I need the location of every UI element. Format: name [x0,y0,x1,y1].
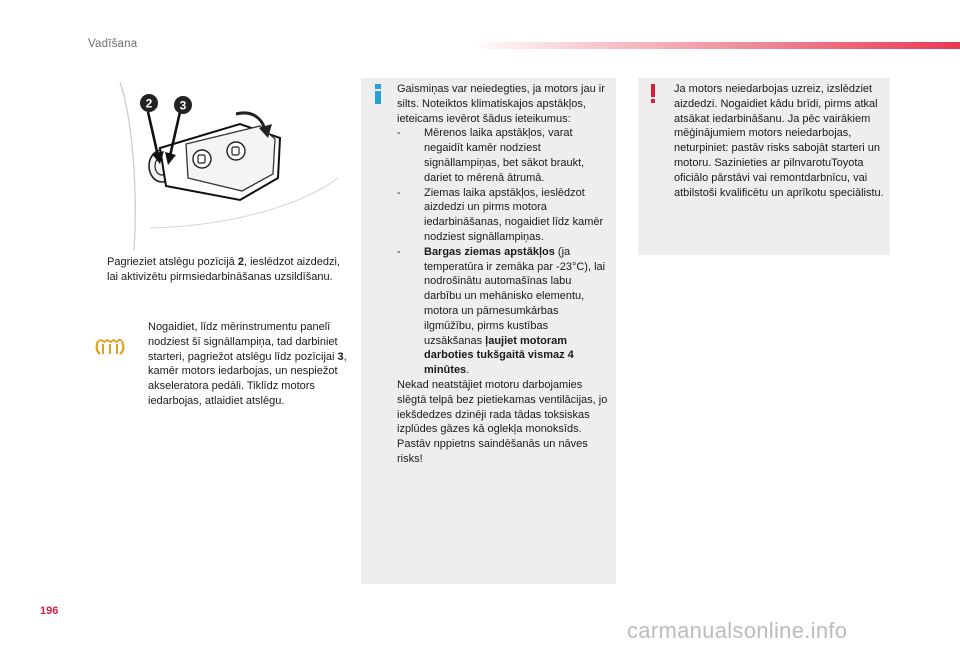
step-2-position: 3 [337,350,344,363]
step-2-paragraph [148,320,348,409]
dash-marker: - [397,127,401,140]
page-number: 196 [40,605,59,617]
warning-box [638,78,890,255]
info-item-3-text: (ja temperatūra ir zemāka par -23°C), lai nodrošinātu automašīnas labu darbību un mehānisko elementu, motora un pārnesumkārbas ilgmūžību, pirms kustības uzsākšanas [424,245,606,347]
info-list-item [397,245,609,378]
info-warning-text: Nekad neatstājiet motoru darbojamies slēgtā telpā bez pietiekamas ventilācijas, jo iekšdedzes dzinēji rada tādas toksiskas izplūdes gāzes kā oglekļa monoksīds. Pastāv nppietns saindēšanās un nāves risks! [397,378,608,465]
info-item-3-end: . [466,364,470,377]
exclamation-icon [649,83,657,105]
info-item-3-emphasis: ļaujiet motoram darboties tukšgaitā vismaz 4 minūtes [424,334,574,377]
warning-text: Ja motors neiedarbojas uzreiz, izslēdziet aizdedzi. Nogaidiet kādu brīdi, pirms atkal atsākat iedarbināšanu. Ja pēc vairākiem mēģinājumiem motors neiedarbojas, neturpiniet: pastāv risks sabojāt starteri un motoru. Sazinieties ar pilnvarotuToyota oficiālo pārstāvi vai remontdarbnīcu, vai atbilstoši kvalificētu un aprīkotu speciālistu. [674,83,884,199]
glow-plug-icon [95,337,125,357]
position-badge-3 [174,96,192,114]
info-list-item [397,186,609,245]
ignition-key-illustration [110,78,338,250]
dash-marker: - [397,245,401,258]
info-item-3-heading: Bargas ziemas apstākļos [424,245,555,258]
info-icon [372,83,384,105]
position-badge-2 [140,94,158,112]
info-text [397,82,609,467]
badge-2-label: 2 [145,96,153,111]
step-2-text-a: Nogaidiet, līdz mērinstrumentu panelī nodziest šī signāllampiņa, tad darbiniet starteri, pagriežot atslēgu līdz pozīcijai [148,321,338,363]
info-item-1: Mērenos laika apstākļos, varat negaidīt kamēr nodziest signāllampiņas, bet sākot braukt, dariet to mērenā ātrumā. [424,127,585,184]
section-title: Vadīšana [88,38,138,50]
info-intro: Gaismiņas var neiedegties, ja motors jau ir silts. Noteiktos klimatiskajos apstākļos, ieteicams ievērot šādus ieteikumus: [397,83,605,125]
step-1-text-a: Pagrieziet atslēgu pozīcijā [107,256,238,268]
watermark: carmanualsonline.info [627,618,848,643]
dash-marker: - [397,186,401,199]
step-1-paragraph [107,255,352,285]
step-2-text-b: , kamēr motors iedarbojas, un nespiežot akseleratora pedāli. Tiklīdz motors iedarbojas, atlaidiet atslēgu. [148,350,347,407]
step-1-text-b: , ieslēdzot aizdedzi, lai aktivizētu pirmsiedarbināšanas uzsildīšanu. [107,256,340,283]
info-list-item [397,126,609,185]
header-accent-bar [470,42,960,49]
info-item-2: Ziemas laika apstākļos, ieslēdzot aizdedzi un pirms motora iedarbināšanas, nogaidiet līdz kamēr nodziest signāllampiņas. [424,186,604,243]
step-1-position: 2 [237,256,244,268]
info-box [361,78,616,584]
badge-3-label: 3 [179,98,187,113]
